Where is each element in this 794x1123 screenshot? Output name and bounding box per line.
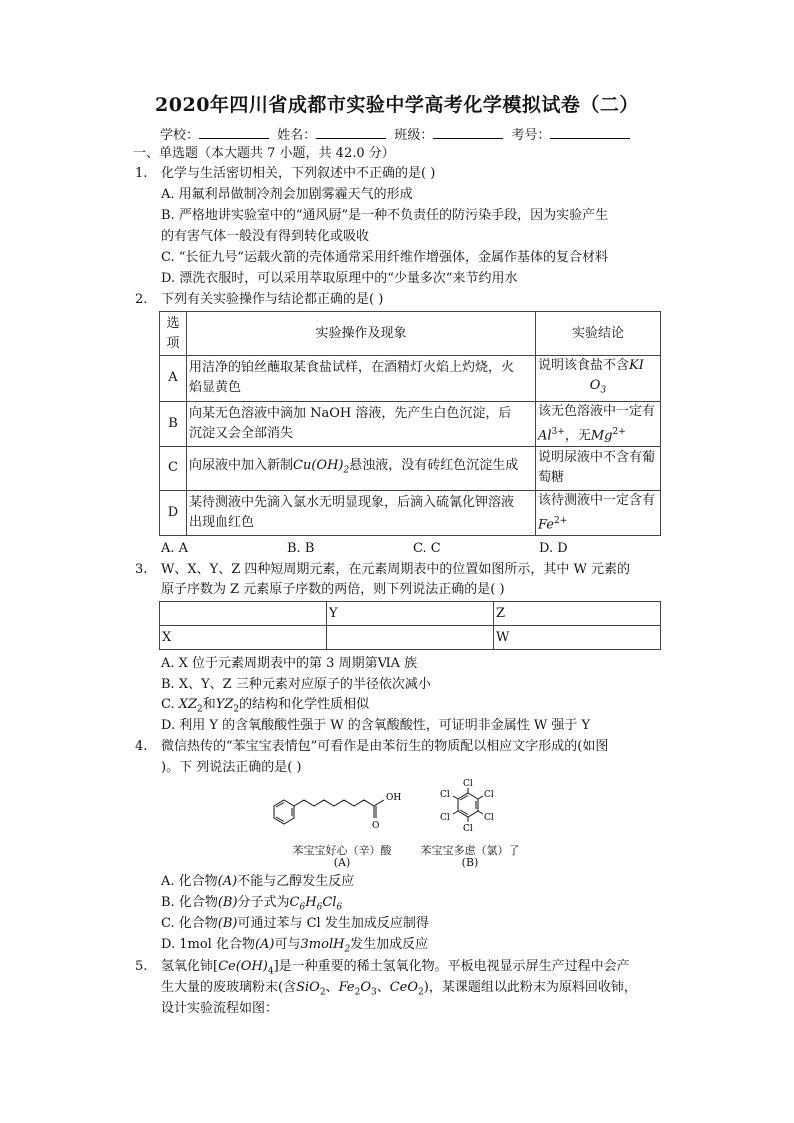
subscript: 3: [370, 987, 377, 998]
text: D. 1mol 化合物: [161, 937, 255, 952]
q3-number: 3.: [135, 562, 148, 577]
compound-a-label: (A): [333, 856, 351, 869]
formula: (B): [217, 916, 238, 931]
q1-number: 1.: [135, 166, 148, 181]
text: )，某课题组以此粉末为原料回收铈，: [423, 980, 637, 995]
subscript: 2: [354, 987, 361, 998]
formula: SiO: [296, 980, 320, 995]
text: 不能与乙醇发生反应: [237, 874, 355, 889]
q4-option-c: [161, 914, 429, 934]
text: 生大量的废玻璃粉末(含: [161, 980, 297, 995]
text: C.: [161, 697, 179, 712]
text: 可与: [274, 937, 301, 952]
subscript: 2: [197, 704, 203, 715]
school-label: 学校：: [160, 128, 200, 143]
text: C. 化合物: [161, 916, 218, 931]
formula: Fe: [338, 980, 355, 995]
formula: (A): [254, 937, 275, 952]
q4-option-d: [161, 935, 428, 960]
table-cell: X: [160, 626, 327, 650]
formula: H: [305, 895, 317, 910]
row-a-conclusion-line1: [538, 356, 658, 376]
name-label: 姓名：: [277, 128, 317, 143]
row-conclusion: [536, 490, 661, 535]
row-a-operation-line2: 焰显黄色: [189, 380, 242, 396]
text: ]是一种重要的稀土氢氧化物。平板电视显示屏生产过程中会产: [273, 959, 630, 974]
q1-option-a: A. 用氟利昂做制冷剂会加剧雾霾天气的形成: [161, 187, 413, 202]
text: 发生加成反应: [350, 937, 429, 952]
periodic-table-fragment: [159, 601, 661, 650]
subscript: 2: [233, 704, 240, 715]
table-row: [160, 356, 661, 402]
chlorine-label: Cl: [440, 790, 450, 800]
text: 和: [202, 697, 216, 712]
subscript: 2: [418, 987, 424, 998]
text: 的结构和化学性质相似: [239, 697, 370, 712]
q1-option-d: D. 漂洗衣服时，可以采用萃取原理中的“少量多次”来节约用水: [161, 271, 518, 286]
text: ，无: [564, 427, 591, 443]
q2-choice-a: A. A: [161, 541, 189, 556]
row-d-operation-line1: 某待测液中先滴入氯水无明显现象，后滴入硫氰化钾溶液: [189, 495, 515, 511]
row-conclusion: [536, 401, 661, 446]
row-d-operation-line2: 出现血红色: [189, 515, 255, 531]
text: A. 化合物: [161, 874, 218, 889]
formula: O: [360, 980, 371, 995]
hydroxyl-bond: [374, 800, 384, 806]
benzene-ring-b: [453, 788, 483, 822]
subscript: 2: [344, 944, 351, 955]
text: 说明该食盐不含: [538, 358, 630, 373]
formula: Cu(OH): [293, 458, 344, 474]
text: 、: [376, 980, 390, 995]
row-option: C: [160, 446, 187, 490]
row-option: D: [160, 490, 187, 535]
q1-option-b-line2: 的有害气体一般没有得到转化或吸收: [161, 229, 370, 244]
row-a-operation-line1: 用洁净的铂丝蘸取某食盐试样，在酒精灯火焰上灼烧，火: [189, 360, 515, 376]
text: 可通过苯与 Cl 发生加成反应制得: [237, 916, 429, 931]
table-row: [160, 626, 661, 650]
formula: C: [289, 895, 300, 910]
compound-b-caption: 苯宝宝多虑（氯）了: [420, 844, 520, 857]
q4-number: 4.: [135, 739, 148, 754]
formula: (B): [217, 895, 238, 910]
row-operation: [187, 446, 536, 490]
chlorine-label: Cl: [484, 790, 494, 800]
hydroxyl-label: OH: [386, 793, 402, 803]
row-b-operation-line2: 沉淀又会全部消失: [189, 425, 294, 441]
exam-number-blank: [550, 126, 630, 139]
table-cell: [160, 602, 327, 626]
formula: Fe: [538, 517, 555, 533]
q4-stem-line2: )。下 列说法正确的是( ): [161, 760, 302, 775]
benzene-ring-a: [274, 800, 294, 824]
chlorine-label: Cl: [463, 824, 473, 834]
row-b-conclusion-line2: [538, 422, 658, 446]
q5-number: 5.: [135, 959, 148, 974]
row-b-operation-line1: 向某无色溶液中滴加 NaOH 溶液，先产生白色沉淀，后: [189, 405, 512, 421]
header-option-line2: 项: [166, 335, 180, 351]
q4-stem-line1: 微信热传的“苯宝宝表情包”可看作是由苯衍生的物质配以相应文字形成的(如图: [161, 739, 609, 754]
student-info-fields: [160, 124, 634, 143]
subscript: 3: [600, 385, 607, 396]
compound-a-caption: 苯宝宝好心（辛）酸: [292, 844, 392, 857]
page-title: 2020年四川省成都市实验中学高考化学模拟试卷（二）: [155, 94, 639, 116]
school-blank: [199, 126, 269, 139]
superscript: 2+: [612, 426, 626, 437]
row-operation: [187, 401, 536, 446]
subscript: 2: [343, 465, 350, 476]
formula: XZ: [178, 697, 198, 712]
subscript: 2: [319, 987, 326, 998]
text: 、: [325, 980, 339, 995]
oxygen-label: O: [372, 821, 380, 831]
superscript: 3+: [551, 426, 565, 437]
row-conclusion: [536, 356, 661, 402]
q2-choice-c: C. C: [413, 541, 441, 556]
formula: KI: [629, 358, 644, 373]
superscript: 2+: [554, 515, 568, 526]
q3-option-b: B. X、Y、Z 三种元素对应原子的半径依次减小: [161, 677, 431, 692]
q2-choice-b: B. B: [287, 541, 315, 556]
header-option-line1: 选: [166, 315, 180, 331]
table-cell: Y: [327, 602, 494, 626]
table-row: [160, 401, 661, 446]
q3-option-d: D. 利用 Y 的含氧酸酸性强于 W 的含氧酸酸性，可证明非金属性 W 强于 Y: [161, 718, 591, 733]
section-heading: 一、单选题（本大题共 7 小题，共 42.0 分）: [133, 146, 395, 161]
q2-table: [159, 311, 661, 536]
row-c-conclusion-line1: 说明尿液中不含有葡: [538, 450, 656, 466]
formula: Mg: [590, 427, 613, 443]
text: B. 化合物: [161, 895, 218, 910]
formula: (A): [217, 874, 238, 889]
table-cell: [327, 626, 494, 650]
subscript: 6: [336, 902, 343, 913]
text: 分子式为: [237, 895, 290, 910]
formula: CeO: [389, 980, 419, 995]
compound-b-structure: [432, 776, 504, 838]
chlorine-label: Cl: [463, 779, 473, 789]
row-option: A: [160, 356, 187, 402]
class-blank: [433, 126, 503, 139]
formula: Ce(OH): [218, 959, 268, 974]
row-c-conclusion-line2: 萄糖: [538, 470, 565, 486]
row-operation: [187, 490, 536, 535]
compound-b-label: (B): [461, 856, 479, 869]
q1-stem: 化学与生活密切相关，下列叙述中不正确的是( ): [161, 166, 436, 181]
row-d-conclusion-line1: 该待测液中一定含有: [538, 492, 656, 508]
subscript: 6: [299, 902, 306, 913]
row-a-conclusion-line2: [538, 376, 658, 401]
row-conclusion: [536, 446, 661, 490]
q5-line3: 设计实验流程如图：: [161, 1001, 279, 1016]
header-option: [160, 312, 187, 356]
chlorine-label: Cl: [484, 813, 494, 823]
table-header-row: [160, 312, 661, 356]
formula: 3molH: [300, 937, 345, 952]
row-operation: [187, 356, 536, 402]
table-cell: W: [494, 626, 661, 650]
q1-option-b-line1: B. 严格地讲实验室中的“通风厨”是一种不负责任的防污染手段，因为实验产生: [161, 208, 609, 223]
exam-number-label: 考号：: [511, 128, 551, 143]
q2-number: 2.: [135, 292, 148, 307]
alkyl-chain: [294, 800, 374, 806]
compound-a-structure: [262, 784, 402, 840]
row-d-conclusion-line2: [538, 511, 658, 535]
subscript: 4: [267, 966, 274, 977]
table-cell: Z: [494, 602, 661, 626]
header-operation: 实验操作及现象: [187, 312, 536, 356]
text: 氢氧化铈[: [161, 959, 219, 974]
q2-choice-d: D. D: [539, 541, 568, 556]
formula: Al: [538, 427, 552, 443]
name-blank: [316, 126, 386, 139]
q3-stem-line2: 原子序数为 Z 元素原子序数的两倍，则下列说法正确的是( ): [161, 582, 505, 597]
q2-stem: 下列有关实验操作与结论都正确的是( ): [161, 292, 384, 307]
table-row: [160, 446, 661, 490]
q3-stem-line1: W、X、Y、Z 四种短周期元素，在元素周期表中的位置如图所示，其中 W 元素的: [161, 562, 630, 577]
subscript: 6: [316, 902, 323, 913]
text: 向尿液中加入新制: [189, 458, 294, 474]
q3-option-a: A. X 位于元素周期表中的第 3 周期第ⅥA 族: [161, 656, 418, 671]
q1-option-c: C. “长征九号”运载火箭的壳体通常采用纤维作增强体，金属作基体的复合材料: [161, 250, 609, 265]
table-row: [160, 490, 661, 535]
formula: YZ: [215, 697, 234, 712]
formula: O: [589, 378, 601, 393]
formula: Cl: [322, 895, 337, 910]
chlorine-label: Cl: [440, 813, 450, 823]
header-conclusion: 实验结论: [536, 312, 661, 356]
table-row: [160, 602, 661, 626]
row-option: B: [160, 401, 187, 446]
text: 悬浊液，没有砖红色沉淀生成: [349, 458, 519, 474]
class-label: 班级：: [394, 128, 434, 143]
row-b-conclusion-line1: 该无色溶液中一定有: [538, 403, 656, 419]
q4-option-a: [161, 872, 354, 892]
